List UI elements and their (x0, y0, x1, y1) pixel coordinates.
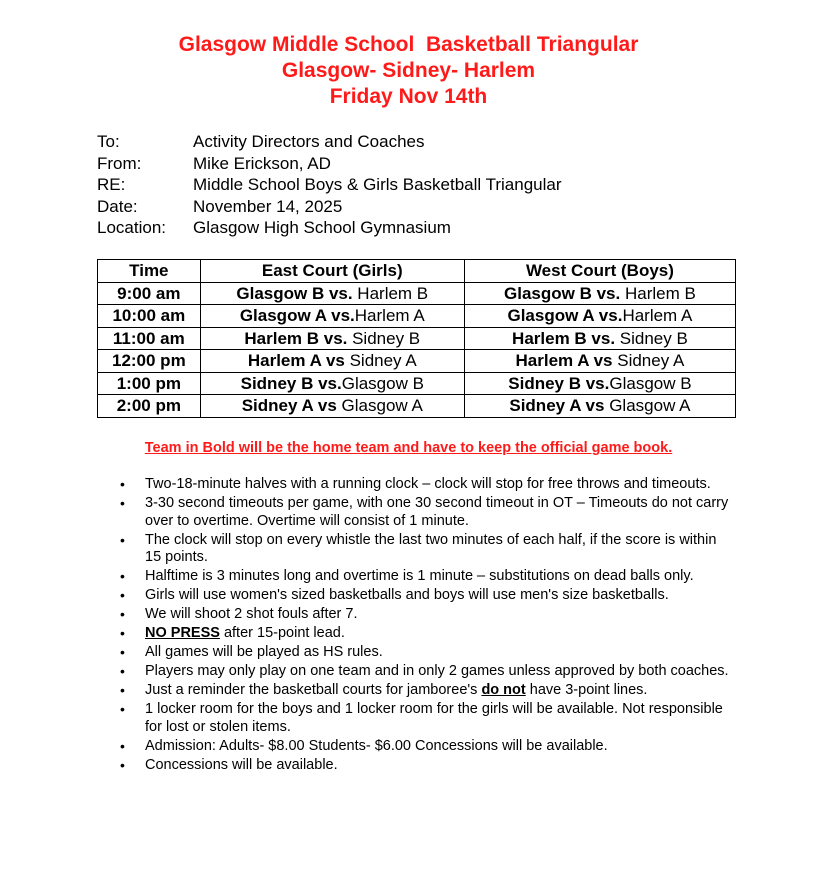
column-header-west-court: West Court (Boys) (464, 260, 735, 283)
west-court-game (464, 327, 735, 350)
home-team-notice: Team in Bold will be the home team and have to keep the official game book. (144, 440, 673, 456)
home-team: Harlem B vs. (244, 328, 348, 348)
table-row (98, 305, 736, 328)
home-team: Harlem A vs (515, 351, 613, 371)
rule-text: All games will be played as HS rules. (145, 644, 383, 660)
title-line-1: Glasgow Middle School Basketball Triangular (178, 33, 639, 56)
home-team: Sidney B vs. (508, 373, 610, 393)
schedule-table (97, 259, 736, 418)
game-time: 9:00 am (98, 282, 201, 305)
east-court-game (200, 395, 464, 418)
bullet-icon: • (120, 531, 125, 548)
memo-row-date (97, 196, 562, 218)
west-court-game (464, 350, 735, 373)
bullet-icon: • (120, 737, 125, 754)
schedule-header-row (98, 260, 736, 283)
bullet-icon: • (120, 587, 125, 603)
document-title (0, 32, 817, 110)
rule-text: Halftime is 3 minutes long and overtime is 1 minute – substitutions on dead balls only. (145, 568, 694, 584)
rule-text: after 15-point lead. (219, 625, 345, 641)
list-item (120, 606, 735, 624)
west-court-game (464, 372, 735, 395)
bullet-icon: • (120, 663, 125, 679)
bullet-icon: • (120, 644, 125, 660)
table-row (98, 372, 736, 395)
rule-text: have 3-point lines. (525, 682, 648, 698)
bullet-icon: • (120, 682, 125, 698)
west-court-game (464, 305, 735, 328)
bullet-icon: • (120, 606, 125, 622)
game-time: 1:00 pm (98, 372, 201, 395)
home-team: Sidney A vs (509, 396, 605, 416)
list-item (120, 587, 735, 605)
memo-value: Mike Erickson, AD (193, 153, 331, 173)
title-line-3: Friday Nov 14th (329, 85, 488, 108)
home-team: Sidney A vs (241, 396, 337, 416)
memo-row-re (97, 174, 562, 196)
memo-value: November 14, 2025 (193, 196, 343, 216)
rule-emphasis: do not (481, 682, 526, 698)
game-time: 2:00 pm (98, 395, 201, 418)
east-court-game (200, 282, 464, 305)
rule-text: 3-30 second timeouts per game, with one 30 second timeout in OT – Timeouts do not carry over to overtime. Overtime will consist of 1 minute. (145, 495, 729, 529)
away-team: Sidney A (612, 351, 685, 371)
table-row (98, 395, 736, 418)
column-header-east-court: East Court (Girls) (200, 260, 464, 283)
list-item (120, 756, 735, 775)
game-time: 10:00 am (98, 305, 201, 328)
west-court-game (464, 282, 735, 305)
bullet-icon: • (120, 701, 125, 717)
away-team: Glasgow A (336, 396, 423, 416)
list-item (120, 682, 735, 700)
away-team: Glasgow B (609, 373, 692, 393)
list-item (120, 531, 735, 567)
home-team: Glasgow B vs. (504, 283, 621, 303)
away-team: Sidney B (615, 328, 688, 348)
bullet-icon: • (120, 756, 125, 773)
away-team: Sidney B (347, 328, 421, 348)
home-team: Glasgow A vs. (239, 306, 355, 326)
east-court-game (200, 305, 464, 328)
game-time: 12:00 pm (98, 350, 201, 373)
bullet-icon: • (120, 568, 125, 584)
memo-label: To: (97, 132, 120, 151)
rule-text: The clock will stop on every whistle the last two minutes of each half, if the score is within 15 points. (145, 531, 717, 565)
home-team: Sidney B vs. (240, 373, 342, 393)
rule-text: Concessions will be available. (145, 756, 338, 773)
memo-label: Date: (97, 196, 138, 216)
rule-text: 1 locker room for the boys and 1 locker room for the girls will be available. Not responsible for lost or stolen items. (145, 701, 723, 735)
rule-text: Admission: Adults- $8.00 Students- $6.00 Concessions will be available. (145, 737, 608, 754)
bullet-icon: • (120, 625, 125, 641)
bullet-icon: • (120, 476, 125, 492)
memo-label: Location: (97, 218, 166, 237)
table-row (98, 350, 736, 373)
list-item (120, 737, 735, 756)
table-row (98, 282, 736, 305)
table-row (98, 327, 736, 350)
rule-text: We will shoot 2 shot fouls after 7. (145, 606, 358, 622)
memo-row-from (97, 153, 562, 175)
rules-list (120, 476, 735, 776)
away-team: Sidney A (344, 351, 417, 371)
away-team: Harlem B (352, 283, 429, 303)
list-item (120, 476, 735, 494)
bullet-icon: • (120, 495, 125, 511)
memo-label: RE: (97, 175, 126, 194)
home-team: Glasgow B vs. (236, 283, 353, 303)
list-item (120, 663, 735, 681)
away-team: Glasgow B (341, 373, 424, 393)
home-team: Harlem B vs. (512, 328, 616, 348)
memo-label: From: (97, 153, 142, 173)
away-team: Harlem A (622, 306, 693, 326)
list-item (120, 568, 735, 586)
rule-text: Two-18-minute halves with a running clock – clock will stop for free throws and timeouts. (145, 476, 711, 492)
memo-value: Glasgow High School Gymnasium (193, 218, 451, 237)
game-time: 11:00 am (98, 327, 201, 350)
west-court-game (464, 395, 735, 418)
column-header-time: Time (98, 260, 201, 283)
memo-header (97, 131, 562, 239)
home-team: Glasgow A vs. (507, 306, 623, 326)
memo-value: Activity Directors and Coaches (193, 132, 425, 151)
east-court-game (200, 350, 464, 373)
rule-text: Players may only play on one team and in only 2 games unless approved by both coaches. (145, 663, 729, 679)
list-item (120, 644, 735, 662)
memo-row-location (97, 217, 562, 239)
list-item (120, 625, 735, 643)
memo-row-to (97, 131, 562, 153)
east-court-game (200, 372, 464, 395)
rule-text: Girls will use women's sized basketballs and boys will use men's size basketballs. (145, 587, 669, 603)
rule-emphasis: NO PRESS (145, 625, 220, 641)
away-team: Harlem B (620, 283, 696, 303)
rule-text: Just a reminder the basketball courts for jamboree's (145, 682, 482, 698)
away-team: Harlem A (354, 306, 425, 326)
away-team: Glasgow A (604, 396, 691, 416)
title-line-2: Glasgow- Sidney- Harlem (281, 59, 536, 82)
list-item (120, 701, 735, 736)
east-court-game (200, 327, 464, 350)
list-item (120, 495, 735, 530)
home-team: Harlem A vs (247, 351, 345, 371)
memo-value: Middle School Boys & Girls Basketball Triangular (193, 175, 562, 194)
